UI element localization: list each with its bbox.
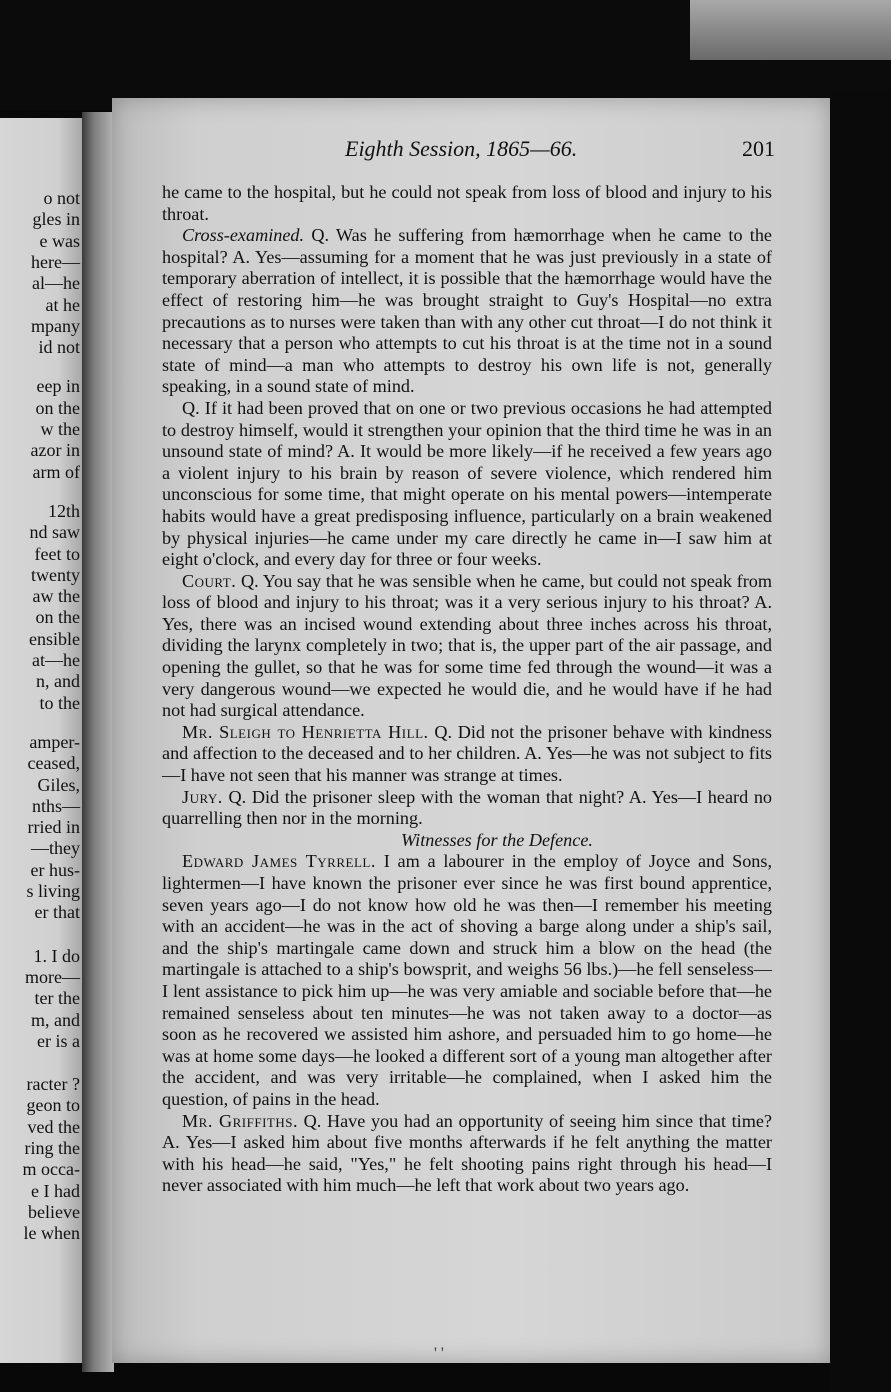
left-page-fragment: racter ? — [26, 1074, 80, 1095]
left-page-fragment: e I had — [31, 1180, 80, 1201]
running-head: Eighth Session, 1865—66. — [345, 136, 578, 161]
left-page-fragment: here— — [31, 251, 80, 272]
speaker-label: Cross-examined. — [182, 225, 305, 246]
left-page-fragment: s living — [26, 881, 80, 901]
paragraph-griffiths: Mr. Griffiths. Q. Have you had an opportunity of seeing him since that time? A. Yes—I asked him about five months afterwards if he felt anything the matter with his head—he said, "Yes," he felt shooting pains right through his head—I never associated with him much—he left that work about two years ago. — [162, 1110, 773, 1196]
section-heading: Witnesses for the Defence. — [401, 829, 593, 850]
left-page-fragment: —they — [31, 838, 80, 859]
paragraph-court: Court. Q. You say that he was sensible when he came, but could not speak from loss of blood and injury to his throat; was it a very serious injury to his throat? A. Yes, there was an incised wound extending about three inches across his throat, dividing the larynx completely in two; that is, the upper part of the air passage, and opening the gullet, so that he was for some time fed through the wound—it was a very dangerous wound—we expected he would die, and he would have if he had not had surgical attendance. — [162, 570, 772, 721]
left-page-fragment: amper- — [29, 731, 80, 752]
left-page-fragment: ceased, — [27, 753, 80, 774]
left-page-fragment: ter the — [34, 988, 80, 1009]
speaker-label: Mr. Griffiths. — [182, 1110, 299, 1131]
left-page-fragment: ved the — [27, 1116, 80, 1137]
paragraph-cross-examined: Cross-examined. Q. Was he suffering from hæmorrhage when he came to the hospital? A. Yes—assuming for a moment that he was just previously in a state of temporary aberration of intellect, it is possible that the hæmorrhage would have the effect of restoring him—he was brought straight to Guy's Hospital—no extra precautions as to nurses were taken than with any other cut throat—I do not think it necessary that a person who attempts to cut his throat is at the time not in a sound state of mind—a man who attempts to destroy his own life is not, generally speaking, in a sound state of mind. — [162, 225, 773, 397]
left-page-fragment: er that — [34, 902, 80, 923]
speaker-label: Mr. Sleigh to Henrietta Hill. — [182, 721, 429, 742]
speaker-label: Edward James Tyrrell. — [182, 851, 376, 872]
left-page-fragment: rried in — [27, 817, 80, 838]
left-page-fragment: on the — [35, 397, 80, 418]
left-page-fragment: o not — [43, 188, 80, 208]
bottom-mark: ' ' — [434, 1345, 444, 1362]
left-page-fragment: al—he — [32, 273, 80, 294]
left-page-fragment: believe — [28, 1201, 80, 1222]
left-page-fragment: at—he — [32, 650, 80, 670]
left-page-fragment: nd saw — [29, 522, 80, 543]
left-page-fragment: e was — [39, 230, 80, 251]
speaker-label: Court. — [182, 570, 237, 591]
left-page-fragment: er hus- — [30, 859, 80, 880]
left-page-fragment: at he — [45, 294, 80, 315]
left-page-fragment: ring the — [24, 1138, 80, 1158]
left-page-fragment: m, and — [31, 1009, 80, 1030]
right-edge-shadow — [830, 90, 891, 1392]
left-page-fragment: gles in — [32, 209, 80, 230]
left-page-fragment: id not — [38, 337, 80, 358]
paragraph-1: he came to the hospital, but he could not speak from loss of blood and injury to his throat. — [162, 182, 772, 224]
left-page-fragment: eep in — [36, 376, 80, 397]
left-page-fragment: geon to — [26, 1095, 80, 1116]
left-page-fragment: ensible — [29, 628, 80, 649]
left-page-fragment: mpany — [31, 315, 80, 336]
page-number: 201 — [742, 136, 775, 161]
left-page-fragment: feet to — [34, 543, 80, 564]
left-page-fragment: 12th — [47, 500, 80, 521]
left-page-fragment: le when — [23, 1223, 80, 1244]
page-body — [162, 182, 772, 1197]
left-page-fragment: er is a — [37, 1030, 80, 1051]
paragraph-jury: Jury. Q. Did the prisoner sleep with the woman that night? A. Yes—I heard no quarrelling then nor in the morning. — [162, 786, 773, 829]
top-adjacent-paper — [690, 0, 891, 60]
left-page-fragment: 1. I do — [33, 945, 80, 966]
left-page-fragment: to the — [39, 692, 80, 713]
left-page-fragment: w the — [40, 419, 80, 439]
page-header — [345, 136, 775, 162]
left-page — [0, 118, 82, 1363]
speaker-label: Jury. — [182, 786, 223, 807]
left-page-fragment: arm of — [32, 461, 80, 482]
left-page-fragment: Giles, — [37, 774, 80, 795]
paragraph-sleigh: Mr. Sleigh to Henrietta Hill. Q. Did not the prisoner behave with kindness and affection to the deceased and to her children. A. Yes—he was not subject to fits—I have not seen that his manner was strange at times. — [162, 721, 773, 786]
left-page-fragment: aw the — [32, 586, 80, 607]
left-page-fragment: azor in — [30, 440, 80, 461]
left-page-fragment: twenty — [31, 564, 80, 585]
paragraph-3: Q. If it had been proved that on one or two previous occasions he had attempted to destroy himself, would it strengthen your opinion that the third time he was in an unsound state of mind? A. It would be more likely—if he received a few years ago a violent injury to his brain by reason of severe violence, which rendered him unconscious for some time, that might operate on his mental powers—intemperate habits would have a great predisposing influence, particularly on a brain weakened by physical injuries—he came under my care directly he came in—I saw him at eight o'clock, and every day for three or four weeks. — [162, 397, 772, 570]
left-page-fragment: m occa- — [22, 1159, 80, 1180]
paragraph-tyrrell: Edward James Tyrrell. I am a labourer in the employ of Joyce and Sons, lightermen—I have known the prisoner ever since he was first bound apprentice, seven years ago—I do not know how old he was then—I remember his meeting with an accident—he was in the act of shoving a barge along under a ship's sail, and the ship's martingale came down and struck him a blow on the head (the martingale is attached to a ship's bowsprit, and weighs 56 lbs.)—he fell senseless—I lent assistance to pick him up—he was very amiable and sociable before that—he remained senseless about ten minutes—he was not taken away to a doctor—as soon as he recovered we assisted him ashore, and persuaded him to go home—he was at home some days—he looked a different sort of a young man altogether after the accident, and was very irritable—he complained, when I asked him the question, of pains in the head. — [162, 851, 773, 1109]
left-page-fragment: more— — [25, 966, 80, 987]
book-gutter — [82, 112, 114, 1372]
left-page-fragment: nths— — [31, 795, 80, 816]
left-page-fragment: n, and — [36, 671, 80, 692]
left-page-fragment: on the — [35, 607, 80, 628]
